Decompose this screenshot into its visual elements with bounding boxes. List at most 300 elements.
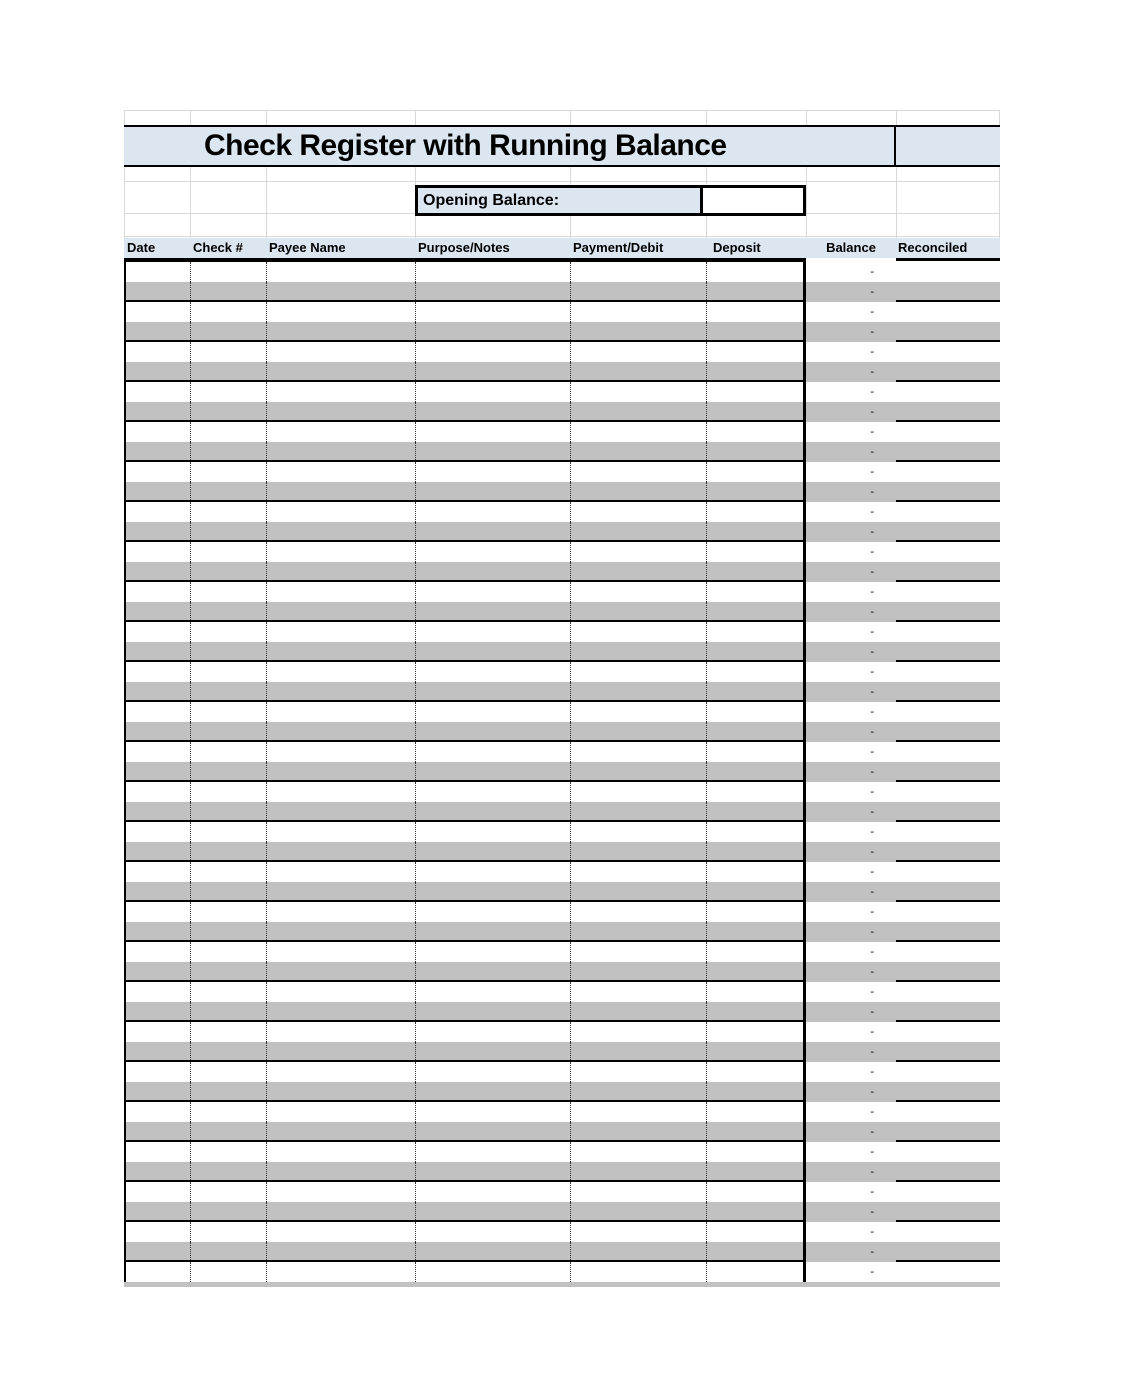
cell-balance[interactable]: - (870, 746, 874, 758)
cell-payee[interactable] (266, 802, 415, 820)
cell-balance[interactable]: - (870, 266, 874, 278)
cell-check[interactable] (190, 522, 266, 540)
cell-balance[interactable]: - (870, 786, 874, 798)
cell-check[interactable] (190, 682, 266, 700)
cell-deposit[interactable] (706, 1162, 803, 1180)
cell-payee[interactable] (266, 402, 415, 420)
cell-payment[interactable] (570, 782, 706, 802)
cell-reconciled[interactable] (896, 802, 1000, 822)
cell-payee[interactable] (266, 902, 415, 922)
cell-payee[interactable] (266, 462, 415, 482)
cell-reconciled[interactable] (896, 1222, 1000, 1242)
cell-deposit[interactable] (706, 462, 803, 482)
cell-payment[interactable] (570, 742, 706, 762)
cell-purpose[interactable] (415, 1042, 570, 1060)
opening-balance-input[interactable] (703, 188, 803, 213)
cell-deposit[interactable] (706, 702, 803, 722)
cell-date[interactable] (126, 362, 190, 380)
cell-payment[interactable] (570, 322, 706, 340)
cell-balance[interactable]: - (870, 946, 874, 958)
cell-purpose[interactable] (415, 542, 570, 562)
cell-check[interactable] (190, 1262, 266, 1282)
cell-payment[interactable] (570, 602, 706, 620)
cell-date[interactable] (126, 1082, 190, 1100)
cell-date[interactable] (126, 602, 190, 620)
cell-balance[interactable]: - (870, 1206, 874, 1218)
cell-payment[interactable] (570, 702, 706, 722)
cell-balance[interactable]: - (870, 486, 874, 498)
cell-balance[interactable]: - (870, 1186, 874, 1198)
cell-payment[interactable] (570, 402, 706, 420)
cell-purpose[interactable] (415, 422, 570, 442)
cell-reconciled[interactable] (896, 822, 1000, 842)
cell-balance[interactable]: - (870, 886, 874, 898)
cell-reconciled[interactable] (896, 382, 1000, 402)
cell-payee[interactable] (266, 1022, 415, 1042)
cell-date[interactable] (126, 642, 190, 660)
cell-purpose[interactable] (415, 902, 570, 922)
cell-payment[interactable] (570, 542, 706, 562)
cell-deposit[interactable] (706, 302, 803, 322)
cell-check[interactable] (190, 502, 266, 522)
cell-payee[interactable] (266, 302, 415, 322)
cell-reconciled[interactable] (896, 622, 1000, 642)
cell-reconciled[interactable] (896, 322, 1000, 342)
cell-deposit[interactable] (706, 342, 803, 362)
cell-payee[interactable] (266, 1002, 415, 1020)
cell-deposit[interactable] (706, 902, 803, 922)
cell-payment[interactable] (570, 282, 706, 300)
cell-purpose[interactable] (415, 702, 570, 722)
cell-check[interactable] (190, 542, 266, 562)
cell-date[interactable] (126, 582, 190, 602)
cell-payee[interactable] (266, 1082, 415, 1100)
cell-date[interactable] (126, 502, 190, 522)
cell-purpose[interactable] (415, 882, 570, 900)
cell-payee[interactable] (266, 962, 415, 980)
cell-balance[interactable]: - (870, 426, 874, 438)
cell-payee[interactable] (266, 1242, 415, 1260)
cell-check[interactable] (190, 562, 266, 580)
cell-check[interactable] (190, 982, 266, 1002)
cell-reconciled[interactable] (896, 942, 1000, 962)
cell-purpose[interactable] (415, 782, 570, 802)
cell-purpose[interactable] (415, 942, 570, 962)
cell-check[interactable] (190, 602, 266, 620)
cell-payee[interactable] (266, 562, 415, 580)
cell-purpose[interactable] (415, 1002, 570, 1020)
cell-reconciled[interactable] (896, 1242, 1000, 1262)
cell-payment[interactable] (570, 1002, 706, 1020)
cell-deposit[interactable] (706, 402, 803, 420)
cell-purpose[interactable] (415, 1162, 570, 1180)
cell-purpose[interactable] (415, 962, 570, 980)
cell-deposit[interactable] (706, 562, 803, 580)
cell-payee[interactable] (266, 1042, 415, 1060)
cell-payment[interactable] (570, 1122, 706, 1140)
cell-date[interactable] (126, 1002, 190, 1020)
cell-check[interactable] (190, 282, 266, 300)
cell-payment[interactable] (570, 1102, 706, 1122)
cell-payee[interactable] (266, 422, 415, 442)
cell-date[interactable] (126, 342, 190, 362)
cell-purpose[interactable] (415, 822, 570, 842)
cell-purpose[interactable] (415, 282, 570, 300)
cell-reconciled[interactable] (896, 762, 1000, 782)
cell-purpose[interactable] (415, 1062, 570, 1082)
cell-check[interactable] (190, 1242, 266, 1260)
cell-date[interactable] (126, 842, 190, 860)
cell-purpose[interactable] (415, 642, 570, 660)
cell-payment[interactable] (570, 342, 706, 362)
cell-balance[interactable]: - (870, 306, 874, 318)
cell-payee[interactable] (266, 1062, 415, 1082)
cell-date[interactable] (126, 1122, 190, 1140)
cell-payee[interactable] (266, 1262, 415, 1282)
cell-payment[interactable] (570, 1022, 706, 1042)
cell-purpose[interactable] (415, 1102, 570, 1122)
cell-balance[interactable]: - (870, 826, 874, 838)
cell-payee[interactable] (266, 1202, 415, 1220)
cell-check[interactable] (190, 442, 266, 460)
cell-check[interactable] (190, 802, 266, 820)
cell-purpose[interactable] (415, 322, 570, 340)
cell-balance[interactable]: - (870, 686, 874, 698)
cell-check[interactable] (190, 462, 266, 482)
cell-reconciled[interactable] (896, 422, 1000, 442)
cell-payee[interactable] (266, 882, 415, 900)
cell-balance[interactable]: - (870, 646, 874, 658)
cell-check[interactable] (190, 962, 266, 980)
cell-check[interactable] (190, 902, 266, 922)
cell-payee[interactable] (266, 982, 415, 1002)
cell-balance[interactable]: - (870, 706, 874, 718)
cell-date[interactable] (126, 1202, 190, 1220)
cell-reconciled[interactable] (896, 922, 1000, 942)
cell-deposit[interactable] (706, 882, 803, 900)
cell-deposit[interactable] (706, 542, 803, 562)
cell-reconciled[interactable] (896, 402, 1000, 422)
cell-date[interactable] (126, 402, 190, 420)
cell-deposit[interactable] (706, 642, 803, 660)
cell-date[interactable] (126, 542, 190, 562)
cell-reconciled[interactable] (896, 902, 1000, 922)
cell-payee[interactable] (266, 842, 415, 860)
cell-deposit[interactable] (706, 602, 803, 620)
cell-balance[interactable]: - (870, 1266, 874, 1278)
cell-date[interactable] (126, 1162, 190, 1180)
cell-deposit[interactable] (706, 382, 803, 402)
cell-check[interactable] (190, 1182, 266, 1202)
cell-deposit[interactable] (706, 522, 803, 540)
cell-payment[interactable] (570, 422, 706, 442)
cell-balance[interactable]: - (870, 846, 874, 858)
cell-reconciled[interactable] (896, 462, 1000, 482)
cell-date[interactable] (126, 1222, 190, 1242)
cell-payment[interactable] (570, 1262, 706, 1282)
cell-deposit[interactable] (706, 1022, 803, 1042)
cell-purpose[interactable] (415, 582, 570, 602)
cell-payee[interactable] (266, 1162, 415, 1180)
cell-check[interactable] (190, 342, 266, 362)
cell-balance[interactable]: - (870, 1046, 874, 1058)
cell-payee[interactable] (266, 482, 415, 500)
cell-check[interactable] (190, 842, 266, 860)
cell-balance[interactable]: - (870, 406, 874, 418)
cell-purpose[interactable] (415, 382, 570, 402)
cell-balance[interactable]: - (870, 866, 874, 878)
cell-purpose[interactable] (415, 402, 570, 420)
cell-deposit[interactable] (706, 282, 803, 300)
cell-deposit[interactable] (706, 482, 803, 500)
cell-check[interactable] (190, 322, 266, 340)
cell-reconciled[interactable] (896, 502, 1000, 522)
cell-balance[interactable]: - (870, 1026, 874, 1038)
cell-date[interactable] (126, 382, 190, 402)
cell-reconciled[interactable] (896, 1022, 1000, 1042)
cell-date[interactable] (126, 1182, 190, 1202)
cell-purpose[interactable] (415, 1222, 570, 1242)
cell-reconciled[interactable] (896, 1182, 1000, 1202)
cell-date[interactable] (126, 282, 190, 300)
cell-balance[interactable]: - (870, 326, 874, 338)
cell-reconciled[interactable] (896, 1102, 1000, 1122)
cell-reconciled[interactable] (896, 962, 1000, 982)
cell-check[interactable] (190, 1122, 266, 1140)
cell-deposit[interactable] (706, 782, 803, 802)
cell-balance[interactable]: - (870, 466, 874, 478)
cell-payee[interactable] (266, 522, 415, 540)
cell-deposit[interactable] (706, 1082, 803, 1100)
cell-date[interactable] (126, 422, 190, 442)
cell-payment[interactable] (570, 582, 706, 602)
cell-balance[interactable]: - (870, 666, 874, 678)
cell-payment[interactable] (570, 302, 706, 322)
cell-payee[interactable] (266, 742, 415, 762)
cell-payee[interactable] (266, 622, 415, 642)
cell-check[interactable] (190, 402, 266, 420)
cell-payment[interactable] (570, 1182, 706, 1202)
cell-payment[interactable] (570, 1202, 706, 1220)
cell-balance[interactable]: - (870, 1126, 874, 1138)
cell-payee[interactable] (266, 582, 415, 602)
cell-deposit[interactable] (706, 1122, 803, 1140)
cell-payee[interactable] (266, 662, 415, 682)
cell-purpose[interactable] (415, 262, 570, 282)
cell-purpose[interactable] (415, 1022, 570, 1042)
cell-date[interactable] (126, 902, 190, 922)
cell-payee[interactable] (266, 1122, 415, 1140)
cell-deposit[interactable] (706, 662, 803, 682)
cell-deposit[interactable] (706, 1242, 803, 1260)
cell-reconciled[interactable] (896, 742, 1000, 762)
cell-reconciled[interactable] (896, 362, 1000, 382)
cell-date[interactable] (126, 442, 190, 460)
cell-payment[interactable] (570, 1222, 706, 1242)
cell-payee[interactable] (266, 282, 415, 300)
cell-date[interactable] (126, 482, 190, 500)
cell-reconciled[interactable] (896, 562, 1000, 582)
cell-purpose[interactable] (415, 302, 570, 322)
cell-date[interactable] (126, 1042, 190, 1060)
cell-date[interactable] (126, 262, 190, 282)
cell-date[interactable] (126, 562, 190, 580)
cell-payment[interactable] (570, 1162, 706, 1180)
cell-date[interactable] (126, 302, 190, 322)
cell-date[interactable] (126, 1242, 190, 1260)
cell-purpose[interactable] (415, 682, 570, 700)
cell-check[interactable] (190, 302, 266, 322)
cell-purpose[interactable] (415, 1202, 570, 1220)
cell-balance[interactable]: - (870, 546, 874, 558)
cell-payment[interactable] (570, 802, 706, 820)
cell-balance[interactable]: - (870, 1086, 874, 1098)
cell-reconciled[interactable] (896, 1202, 1000, 1222)
cell-reconciled[interactable] (896, 582, 1000, 602)
cell-reconciled[interactable] (896, 302, 1000, 322)
cell-payee[interactable] (266, 682, 415, 700)
cell-payment[interactable] (570, 842, 706, 860)
cell-date[interactable] (126, 622, 190, 642)
cell-date[interactable] (126, 982, 190, 1002)
cell-check[interactable] (190, 862, 266, 882)
cell-deposit[interactable] (706, 842, 803, 860)
cell-date[interactable] (126, 762, 190, 780)
cell-payee[interactable] (266, 262, 415, 282)
cell-balance[interactable]: - (870, 726, 874, 738)
cell-payment[interactable] (570, 722, 706, 740)
cell-check[interactable] (190, 742, 266, 762)
cell-payee[interactable] (266, 322, 415, 340)
cell-check[interactable] (190, 782, 266, 802)
cell-purpose[interactable] (415, 802, 570, 820)
cell-check[interactable] (190, 722, 266, 740)
cell-balance[interactable]: - (870, 1146, 874, 1158)
cell-check[interactable] (190, 1222, 266, 1242)
cell-balance[interactable]: - (870, 446, 874, 458)
cell-purpose[interactable] (415, 1262, 570, 1282)
cell-purpose[interactable] (415, 762, 570, 780)
cell-reconciled[interactable] (896, 782, 1000, 802)
cell-check[interactable] (190, 1202, 266, 1220)
cell-date[interactable] (126, 862, 190, 882)
cell-date[interactable] (126, 662, 190, 682)
cell-payment[interactable] (570, 902, 706, 922)
cell-date[interactable] (126, 682, 190, 700)
cell-reconciled[interactable] (896, 722, 1000, 742)
cell-balance[interactable]: - (870, 366, 874, 378)
cell-purpose[interactable] (415, 982, 570, 1002)
cell-reconciled[interactable] (896, 702, 1000, 722)
cell-date[interactable] (126, 922, 190, 940)
cell-deposit[interactable] (706, 682, 803, 700)
cell-deposit[interactable] (706, 1202, 803, 1220)
cell-deposit[interactable] (706, 1102, 803, 1122)
cell-balance[interactable]: - (870, 1226, 874, 1238)
cell-check[interactable] (190, 1082, 266, 1100)
cell-balance[interactable]: - (870, 1166, 874, 1178)
cell-payee[interactable] (266, 642, 415, 660)
cell-payee[interactable] (266, 1182, 415, 1202)
cell-check[interactable] (190, 1142, 266, 1162)
cell-deposit[interactable] (706, 1262, 803, 1282)
cell-purpose[interactable] (415, 342, 570, 362)
cell-payment[interactable] (570, 682, 706, 700)
cell-balance[interactable]: - (870, 566, 874, 578)
cell-purpose[interactable] (415, 842, 570, 860)
cell-deposit[interactable] (706, 422, 803, 442)
cell-purpose[interactable] (415, 922, 570, 940)
cell-payment[interactable] (570, 502, 706, 522)
cell-payment[interactable] (570, 662, 706, 682)
cell-date[interactable] (126, 822, 190, 842)
cell-payee[interactable] (266, 542, 415, 562)
cell-check[interactable] (190, 1162, 266, 1180)
cell-date[interactable] (126, 1062, 190, 1082)
cell-balance[interactable]: - (870, 1006, 874, 1018)
cell-reconciled[interactable] (896, 842, 1000, 862)
cell-date[interactable] (126, 322, 190, 340)
cell-check[interactable] (190, 1102, 266, 1122)
cell-payee[interactable] (266, 442, 415, 460)
cell-payment[interactable] (570, 462, 706, 482)
cell-deposit[interactable] (706, 1062, 803, 1082)
cell-date[interactable] (126, 702, 190, 722)
cell-check[interactable] (190, 622, 266, 642)
cell-check[interactable] (190, 762, 266, 780)
cell-deposit[interactable] (706, 1042, 803, 1060)
cell-payee[interactable] (266, 922, 415, 940)
cell-date[interactable] (126, 942, 190, 962)
cell-payee[interactable] (266, 722, 415, 740)
cell-deposit[interactable] (706, 722, 803, 740)
cell-balance[interactable]: - (870, 1106, 874, 1118)
cell-reconciled[interactable] (896, 1002, 1000, 1022)
cell-purpose[interactable] (415, 482, 570, 500)
cell-balance[interactable]: - (870, 586, 874, 598)
cell-balance[interactable]: - (870, 286, 874, 298)
cell-payee[interactable] (266, 822, 415, 842)
cell-reconciled[interactable] (896, 1082, 1000, 1102)
cell-deposit[interactable] (706, 1142, 803, 1162)
cell-check[interactable] (190, 882, 266, 900)
cell-reconciled[interactable] (896, 862, 1000, 882)
cell-balance[interactable]: - (870, 346, 874, 358)
cell-check[interactable] (190, 382, 266, 402)
cell-check[interactable] (190, 1062, 266, 1082)
cell-date[interactable] (126, 1142, 190, 1162)
cell-deposit[interactable] (706, 922, 803, 940)
cell-payee[interactable] (266, 942, 415, 962)
cell-payment[interactable] (570, 822, 706, 842)
cell-date[interactable] (126, 522, 190, 540)
cell-reconciled[interactable] (896, 482, 1000, 502)
cell-reconciled[interactable] (896, 442, 1000, 462)
cell-balance[interactable]: - (870, 966, 874, 978)
cell-date[interactable] (126, 462, 190, 482)
cell-payment[interactable] (570, 1242, 706, 1260)
cell-check[interactable] (190, 702, 266, 722)
cell-payment[interactable] (570, 982, 706, 1002)
cell-deposit[interactable] (706, 802, 803, 820)
cell-balance[interactable]: - (870, 506, 874, 518)
cell-check[interactable] (190, 1042, 266, 1060)
cell-balance[interactable]: - (870, 386, 874, 398)
cell-reconciled[interactable] (896, 1262, 1000, 1282)
cell-check[interactable] (190, 922, 266, 940)
cell-balance[interactable]: - (870, 906, 874, 918)
cell-payee[interactable] (266, 1102, 415, 1122)
